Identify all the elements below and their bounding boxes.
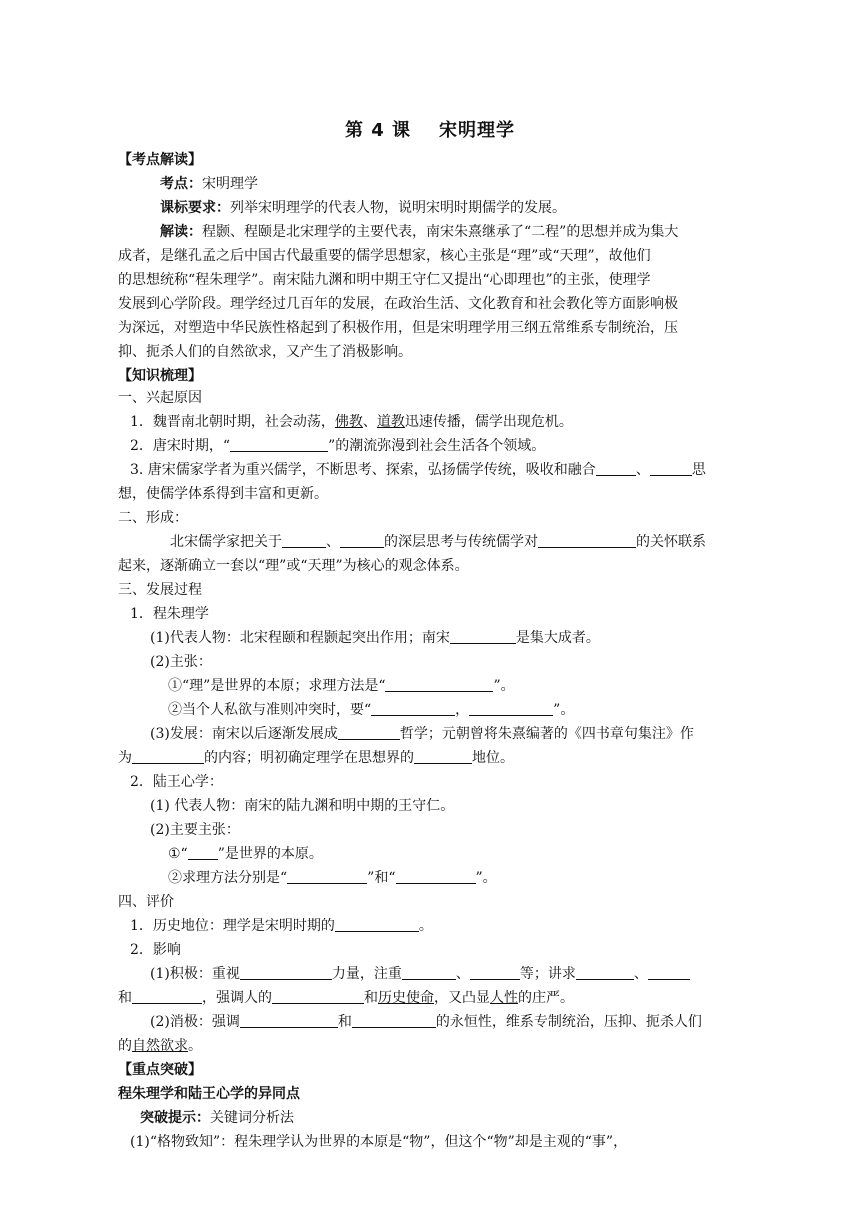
part3-sub-1: 1．程朱理学 bbox=[130, 606, 209, 622]
part3-lw-claim: (2)主要主张： bbox=[150, 822, 240, 838]
zhongdian-tip: 突破提示：关键词分析法 bbox=[140, 1110, 294, 1126]
fill-blank[interactable] bbox=[596, 461, 636, 476]
zhongdian-paragraph-1: (1)“格物致知”：程朱理学认为世界的本原是“物”，但这个“物”却是主观的“事”， bbox=[130, 1134, 628, 1150]
fill-blank[interactable] bbox=[188, 845, 218, 860]
fill-blank[interactable] bbox=[272, 989, 364, 1004]
fill-blank[interactable] bbox=[132, 989, 202, 1004]
part3-claim-2: ②当个人私欲与准则冲突时，要“ ， ”。 bbox=[168, 702, 575, 718]
section-heading-zhongdian: 【重点突破】 bbox=[118, 1062, 202, 1078]
fill-blank[interactable] bbox=[371, 701, 455, 716]
fill-blank[interactable] bbox=[352, 1013, 436, 1028]
part2-line-1: 北宋儒学家把关于 、 的深层思考与传统儒学对 的关怀联系 bbox=[170, 534, 706, 550]
part4-negative: (2)消极：强调 和 的永恒性，维系专制统治，压抑、扼杀人们 bbox=[150, 1014, 702, 1030]
part3-lw-rep: (1) 代表人物：南宋的陆九渊和明中期的王守仁。 bbox=[150, 798, 455, 814]
fill-blank[interactable] bbox=[576, 965, 634, 980]
fill-blank[interactable] bbox=[396, 869, 476, 884]
part4-item-2: 2．影响 bbox=[130, 942, 181, 958]
section-heading-kaodian: 【考点解读】 bbox=[118, 152, 202, 168]
part4-positive: (1)积极：重视 力量，注重 、 等；讲求 、 bbox=[150, 962, 770, 986]
fill-blank[interactable] bbox=[469, 701, 553, 716]
part4-heading: 四、评价 bbox=[118, 894, 174, 910]
part1-item-1: 1．魏晋南北朝时期，社会动荡，佛教、道教迅速传播，儒学出现危机。 bbox=[130, 414, 573, 430]
kaodian-point: 考点：宋明理学 bbox=[160, 176, 258, 192]
part3-dev-cont: 为 的内容；明初确定理学在思想界的 地位。 bbox=[118, 750, 514, 766]
fill-blank[interactable] bbox=[538, 533, 636, 548]
part3-lw-claim-1: ①“ ”是世界的本原。 bbox=[168, 846, 323, 862]
fill-blank[interactable] bbox=[335, 917, 419, 932]
part3-claim: (2)主张： bbox=[150, 654, 212, 670]
part3-heading: 三、发展过程 bbox=[118, 582, 202, 598]
lesson-topic: 宋明理学 bbox=[439, 120, 516, 141]
fill-blank[interactable] bbox=[650, 461, 692, 476]
section-heading-zhishi: 【知识梳理】 bbox=[118, 368, 202, 384]
kaodian-explanation-line-1: 解读：程颢、程颐是北宋理学的主要代表，南宋朱熹继承了“二程”的思想并成为集大 bbox=[160, 224, 679, 240]
kaodian-explanation-line-5: 为深远，对塑造中华民族性格起到了积极作用，但是宋明理学用三纲五常维系专制统治，压 bbox=[118, 320, 678, 336]
part1-heading: 一、兴起原因 bbox=[118, 390, 202, 406]
fill-blank[interactable] bbox=[240, 1013, 338, 1028]
fill-blank[interactable] bbox=[287, 869, 367, 884]
fill-blank[interactable] bbox=[340, 533, 384, 548]
part3-rep: (1)代表人物：北宋程颐和程颢起突出作用；南宋 是集大成者。 bbox=[150, 630, 600, 646]
kaodian-explanation-line-6: 抑、扼杀人们的自然欲求，又产生了消极影响。 bbox=[118, 344, 412, 360]
part2-line-2: 起来，逐渐确立一套以“理”或“天理”为核心的观念体系。 bbox=[118, 558, 469, 574]
fill-blank[interactable] bbox=[450, 629, 516, 644]
kaodian-explanation-line-4: 发展到心学阶段。理学经过几百年的发展，在政治生活、文化教育和社会教化等方面影响极 bbox=[118, 296, 678, 312]
fill-blank[interactable] bbox=[338, 725, 400, 740]
lesson-number: 第 4 课 bbox=[344, 120, 412, 141]
fill-blank[interactable] bbox=[648, 965, 690, 980]
part1-item-2: 2．唐宋时期，“ ”的潮流弥漫到社会生活各个领域。 bbox=[130, 438, 546, 454]
part4-positive-cont: 和 ，强调人的 和历史使命，又凸显人性的庄严。 bbox=[118, 990, 574, 1006]
kaodian-explanation-line-2: 成者，是继孔孟之后中国古代最重要的儒学思想家，核心主张是“理”或“天理”，故他们 bbox=[118, 248, 651, 264]
part4-negative-cont: 的自然欲求。 bbox=[118, 1038, 202, 1054]
fill-blank[interactable] bbox=[470, 965, 520, 980]
fill-blank[interactable] bbox=[240, 965, 332, 980]
zhongdian-subtitle: 程朱理学和陆王心学的异同点 bbox=[118, 1086, 300, 1102]
part2-heading: 二、形成： bbox=[118, 510, 188, 526]
fill-blank[interactable] bbox=[402, 965, 456, 980]
part3-dev: (3)发展：南宋以后逐渐发展成 哲学；元朝曾将朱熹编著的《四书章句集注》作 bbox=[150, 726, 694, 742]
part1-item-3: 3. 唐宋儒家学者为重兴儒学，不断思考、探索，弘扬儒学传统，吸收和融合 、 思 bbox=[130, 462, 706, 478]
fill-blank[interactable] bbox=[414, 749, 472, 764]
part4-item-1: 1．历史地位：理学是宋明时期的 。 bbox=[130, 918, 433, 934]
page-title bbox=[0, 116, 860, 142]
kaodian-explanation-line-3: 的思想统称“程朱理学”。南宋陆九渊和明中期王守仁又提出“心即理也”的主张，使理学 bbox=[118, 272, 651, 288]
kaodian-requirement: 课标要求：列举宋明理学的代表人物，说明宋明时期儒学的发展。 bbox=[160, 200, 566, 216]
fill-blank[interactable] bbox=[230, 437, 328, 452]
part3-claim-1: ①“理”是世界的本原；求理方法是“ ”。 bbox=[168, 678, 515, 694]
fill-blank[interactable] bbox=[282, 533, 326, 548]
part3-lw-claim-2: ②求理方法分别是“ ”和“ ”。 bbox=[168, 870, 497, 886]
fill-blank[interactable] bbox=[385, 677, 493, 692]
fill-blank[interactable] bbox=[132, 749, 204, 764]
part1-item-3-cont: 想，使儒学体系得到丰富和更新。 bbox=[118, 486, 328, 502]
part3-sub-2: 2．陆王心学： bbox=[130, 774, 223, 790]
